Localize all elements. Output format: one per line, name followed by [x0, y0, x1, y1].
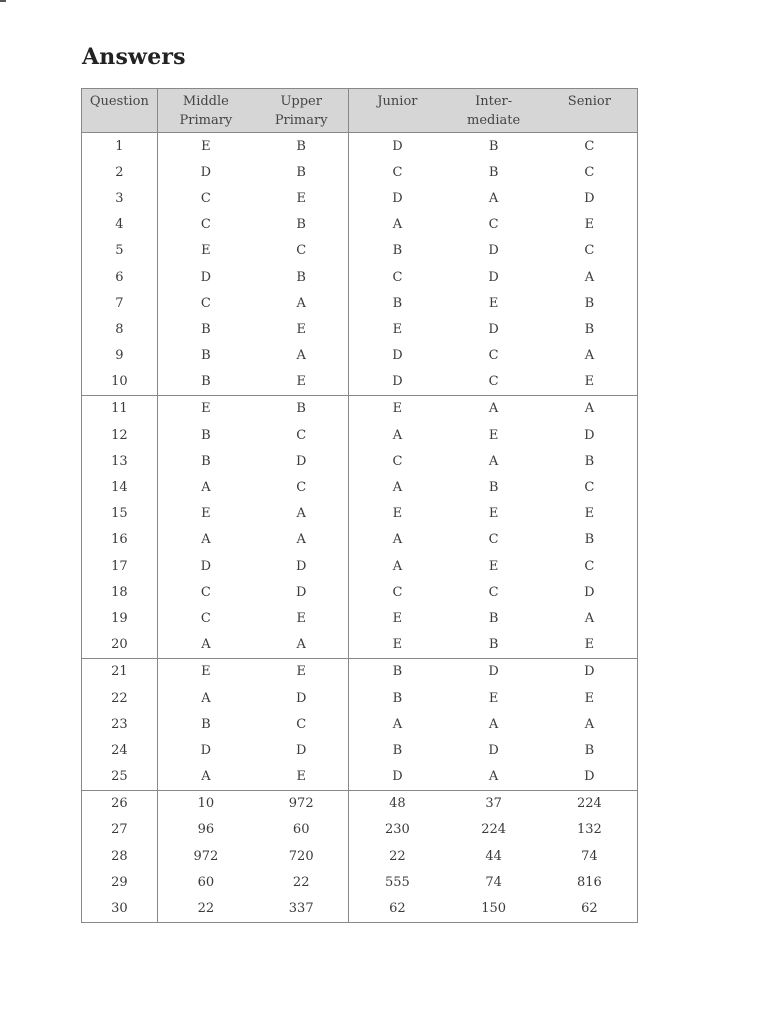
table-row [82, 737, 638, 763]
question-cell: 3 [82, 185, 158, 211]
middle-primary-cell: B [201, 321, 211, 337]
senior-cell: C [584, 138, 595, 154]
senior-cell: E [584, 217, 595, 233]
question-cell: 1 [82, 133, 158, 160]
upper-primary-cell: D [254, 685, 349, 711]
upper-primary-cell: E [254, 185, 349, 211]
middle-primary-cell: D [200, 558, 212, 574]
question-cell: 23 [82, 711, 158, 737]
middle-primary-cell: D [200, 742, 212, 758]
junior-cell: B [392, 742, 403, 758]
header-question [82, 89, 158, 133]
intermediate-cell: C [445, 369, 541, 396]
intermediate-cell: C [488, 217, 499, 233]
question-cell: 10 [82, 369, 158, 396]
senior-cell: D [584, 664, 595, 680]
intermediate-cell: 37 [485, 796, 502, 812]
answers-body [82, 133, 638, 923]
senior-cell: C [584, 558, 595, 574]
intermediate-cell: B [488, 480, 499, 496]
junior-cell: E [349, 632, 446, 659]
question-cell: 15 [82, 501, 158, 527]
table-row [82, 895, 638, 922]
question-cell: 18 [82, 579, 158, 605]
junior-cell: 22 [389, 848, 406, 864]
intermediate-cell: A [488, 716, 499, 732]
upper-primary-cell: A [254, 632, 349, 659]
upper-primary-cell: 720 [254, 843, 349, 869]
senior-cell: A [584, 401, 595, 417]
intermediate-cell: 44 [485, 848, 502, 864]
question-cell: 17 [82, 553, 158, 579]
junior-cell: C [392, 584, 403, 600]
upper-primary-cell: A [254, 290, 349, 316]
table-row [82, 395, 638, 422]
scan-corner-mark [0, 0, 6, 2]
junior-cell: B [392, 295, 403, 311]
answers-table [81, 88, 638, 923]
intermediate-cell: C [488, 532, 499, 548]
question-cell: 28 [82, 843, 158, 869]
upper-primary-cell: D [254, 553, 349, 579]
header-label: Inter- mediate [467, 94, 521, 128]
question-cell: 29 [82, 869, 158, 895]
junior-cell: B [392, 690, 403, 706]
intermediate-cell: D [488, 243, 499, 259]
table-row [82, 632, 638, 659]
upper-primary-cell: B [254, 212, 349, 238]
question-cell: 12 [82, 422, 158, 448]
upper-primary-cell: E [254, 764, 349, 791]
question-cell: 7 [82, 290, 158, 316]
question-cell: 19 [82, 605, 158, 631]
header-label: Middle Primary [179, 94, 233, 128]
question-cell: 14 [82, 474, 158, 500]
header-label: Senior [567, 94, 611, 109]
upper-primary-cell: B [254, 264, 349, 290]
upper-primary-cell: C [254, 238, 349, 264]
table-row [82, 238, 638, 264]
intermediate-cell: B [488, 164, 499, 180]
upper-primary-cell: E [254, 369, 349, 396]
intermediate-cell: A [445, 764, 541, 791]
senior-cell: C [584, 480, 595, 496]
junior-cell: D [349, 369, 446, 396]
senior-cell: B [584, 742, 595, 758]
middle-primary-cell: E [201, 401, 211, 417]
question-cell: 20 [82, 632, 158, 659]
question-cell: 4 [82, 212, 158, 238]
junior-cell: A [392, 427, 403, 443]
intermediate-cell: E [488, 427, 499, 443]
senior-cell: 224 [576, 796, 602, 812]
upper-primary-cell: E [254, 316, 349, 342]
junior-cell: A [392, 532, 403, 548]
junior-cell: A [392, 716, 403, 732]
table-row [82, 579, 638, 605]
upper-primary-cell: D [254, 579, 349, 605]
table-row [82, 553, 638, 579]
junior-cell: E [392, 401, 403, 417]
upper-primary-cell: A [254, 527, 349, 553]
table-row [82, 212, 638, 238]
senior-cell: D [584, 584, 595, 600]
junior-cell: 48 [389, 796, 406, 812]
junior-cell: C [392, 164, 403, 180]
question-cell: 13 [82, 448, 158, 474]
intermediate-cell: D [488, 321, 499, 337]
header-row [82, 89, 638, 133]
intermediate-cell: A [488, 453, 499, 469]
middle-primary-cell: B [201, 348, 211, 364]
middle-primary-cell: 60 [197, 874, 215, 890]
junior-cell: A [392, 480, 403, 496]
junior-cell: 230 [385, 822, 410, 838]
header-intermediate [445, 89, 541, 133]
middle-primary-cell: D [200, 164, 212, 180]
senior-cell: 74 [581, 848, 598, 864]
middle-primary-cell: 10 [197, 796, 215, 812]
middle-primary-cell: E [201, 138, 211, 154]
senior-cell: C [584, 243, 595, 259]
senior-cell: B [584, 295, 595, 311]
table-row [82, 185, 638, 211]
intermediate-cell: 74 [485, 874, 502, 890]
table-row [82, 159, 638, 185]
question-cell: 5 [82, 238, 158, 264]
senior-cell: A [584, 348, 595, 364]
question-cell: 25 [82, 764, 158, 791]
senior-cell: 132 [576, 822, 602, 838]
junior-cell: 555 [385, 874, 410, 890]
table-row [82, 422, 638, 448]
senior-cell: C [584, 164, 595, 180]
middle-primary-cell: A [201, 532, 211, 548]
table-row [82, 501, 638, 527]
senior-cell: E [584, 690, 595, 706]
question-cell: 16 [82, 527, 158, 553]
middle-primary-cell: 96 [197, 822, 215, 838]
senior-cell: A [584, 610, 595, 626]
middle-primary-cell: B [201, 716, 211, 732]
senior-cell: E [584, 506, 595, 522]
middle-primary-cell: C [200, 610, 211, 626]
table-row [82, 527, 638, 553]
question-cell: 2 [82, 159, 158, 185]
middle-primary-cell: B [201, 427, 211, 443]
table-row [82, 711, 638, 737]
upper-primary-cell: 60 [254, 817, 349, 843]
senior-cell: E [542, 632, 638, 659]
junior-cell: D [392, 348, 403, 364]
upper-primary-cell: C [254, 474, 349, 500]
upper-primary-cell: 972 [254, 790, 349, 817]
middle-primary-cell: E [201, 506, 211, 522]
intermediate-cell: A [488, 401, 499, 417]
intermediate-cell: B [488, 610, 499, 626]
junior-cell: C [392, 269, 403, 285]
question-cell: 24 [82, 737, 158, 763]
middle-primary-cell: A [157, 632, 254, 659]
senior-cell: A [584, 716, 595, 732]
intermediate-cell: E [488, 506, 499, 522]
upper-primary-cell: 22 [254, 869, 349, 895]
intermediate-cell: D [488, 269, 499, 285]
table-row [82, 369, 638, 396]
senior-cell: D [542, 764, 638, 791]
middle-primary-cell: B [201, 453, 211, 469]
table-row [82, 843, 638, 869]
middle-primary-cell: B [157, 369, 254, 396]
middle-primary-cell: A [201, 690, 211, 706]
table-row [82, 658, 638, 685]
intermediate-cell: D [488, 664, 499, 680]
table-row [82, 264, 638, 290]
middle-primary-cell: C [200, 190, 211, 206]
table-row [82, 685, 638, 711]
senior-cell: A [584, 269, 595, 285]
upper-primary-cell: E [254, 658, 349, 685]
upper-primary-cell: B [254, 159, 349, 185]
middle-primary-cell: E [201, 664, 211, 680]
middle-primary-cell: C [200, 584, 211, 600]
junior-cell: E [392, 321, 403, 337]
question-cell: 26 [82, 790, 158, 817]
middle-primary-cell: A [201, 480, 211, 496]
upper-primary-cell: 337 [254, 895, 349, 922]
junior-cell: D [392, 190, 403, 206]
senior-cell: 816 [576, 874, 602, 890]
header-upper-primary [254, 89, 349, 133]
table-row [82, 133, 638, 160]
junior-cell: E [392, 610, 403, 626]
senior-cell: E [542, 369, 638, 396]
header-middle-primary [157, 89, 254, 133]
intermediate-cell: E [488, 558, 499, 574]
junior-cell: D [392, 138, 403, 154]
senior-cell: B [584, 453, 595, 469]
upper-primary-cell: D [254, 448, 349, 474]
middle-primary-cell: 22 [157, 895, 254, 922]
middle-primary-cell: 972 [193, 848, 219, 864]
header-label: Question [89, 94, 149, 109]
middle-primary-cell: C [200, 295, 211, 311]
junior-cell: A [392, 217, 403, 233]
middle-primary-cell: A [157, 764, 254, 791]
intermediate-cell: 150 [445, 895, 541, 922]
upper-primary-cell: B [254, 395, 349, 422]
junior-cell: A [392, 558, 403, 574]
question-cell: 11 [82, 395, 158, 422]
upper-primary-cell: E [254, 605, 349, 631]
intermediate-cell: C [488, 584, 499, 600]
question-cell: 8 [82, 316, 158, 342]
table-row [82, 817, 638, 843]
question-cell: 22 [82, 685, 158, 711]
junior-cell: B [392, 664, 403, 680]
junior-cell: D [349, 764, 446, 791]
header-label: Junior [377, 94, 418, 109]
upper-primary-cell: D [254, 737, 349, 763]
table-row [82, 290, 638, 316]
upper-primary-cell: C [254, 711, 349, 737]
junior-cell: E [392, 506, 403, 522]
intermediate-cell: 224 [481, 822, 507, 838]
intermediate-cell: C [488, 348, 499, 364]
upper-primary-cell: B [254, 133, 349, 160]
table-row [82, 316, 638, 342]
senior-cell: D [584, 190, 595, 206]
intermediate-cell: D [488, 742, 499, 758]
middle-primary-cell: E [201, 243, 211, 259]
question-cell: 9 [82, 343, 158, 369]
senior-cell: B [584, 532, 595, 548]
senior-cell: D [584, 427, 595, 443]
upper-primary-cell: C [254, 422, 349, 448]
table-row [82, 474, 638, 500]
intermediate-cell: E [488, 295, 499, 311]
upper-primary-cell: A [254, 343, 349, 369]
middle-primary-cell: C [200, 217, 211, 233]
table-row [82, 869, 638, 895]
table-row [82, 605, 638, 631]
table-row [82, 764, 638, 791]
intermediate-cell: B [445, 632, 541, 659]
intermediate-cell: A [488, 190, 499, 206]
table-row [82, 448, 638, 474]
intermediate-cell: B [488, 138, 499, 154]
table-row [82, 790, 638, 817]
question-cell: 30 [82, 895, 158, 922]
middle-primary-cell: D [200, 269, 212, 285]
junior-cell: B [392, 243, 403, 259]
page-title: Answers [82, 44, 186, 70]
senior-cell: B [584, 321, 595, 337]
junior-cell: 62 [349, 895, 446, 922]
question-cell: 21 [82, 658, 158, 685]
question-cell: 27 [82, 817, 158, 843]
header-label: Upper Primary [274, 94, 328, 128]
question-cell: 6 [82, 264, 158, 290]
table-row [82, 343, 638, 369]
header-junior [349, 89, 446, 133]
upper-primary-cell: A [254, 501, 349, 527]
header-senior [542, 89, 638, 133]
intermediate-cell: E [488, 690, 499, 706]
junior-cell: C [392, 453, 403, 469]
senior-cell: 62 [542, 895, 638, 922]
